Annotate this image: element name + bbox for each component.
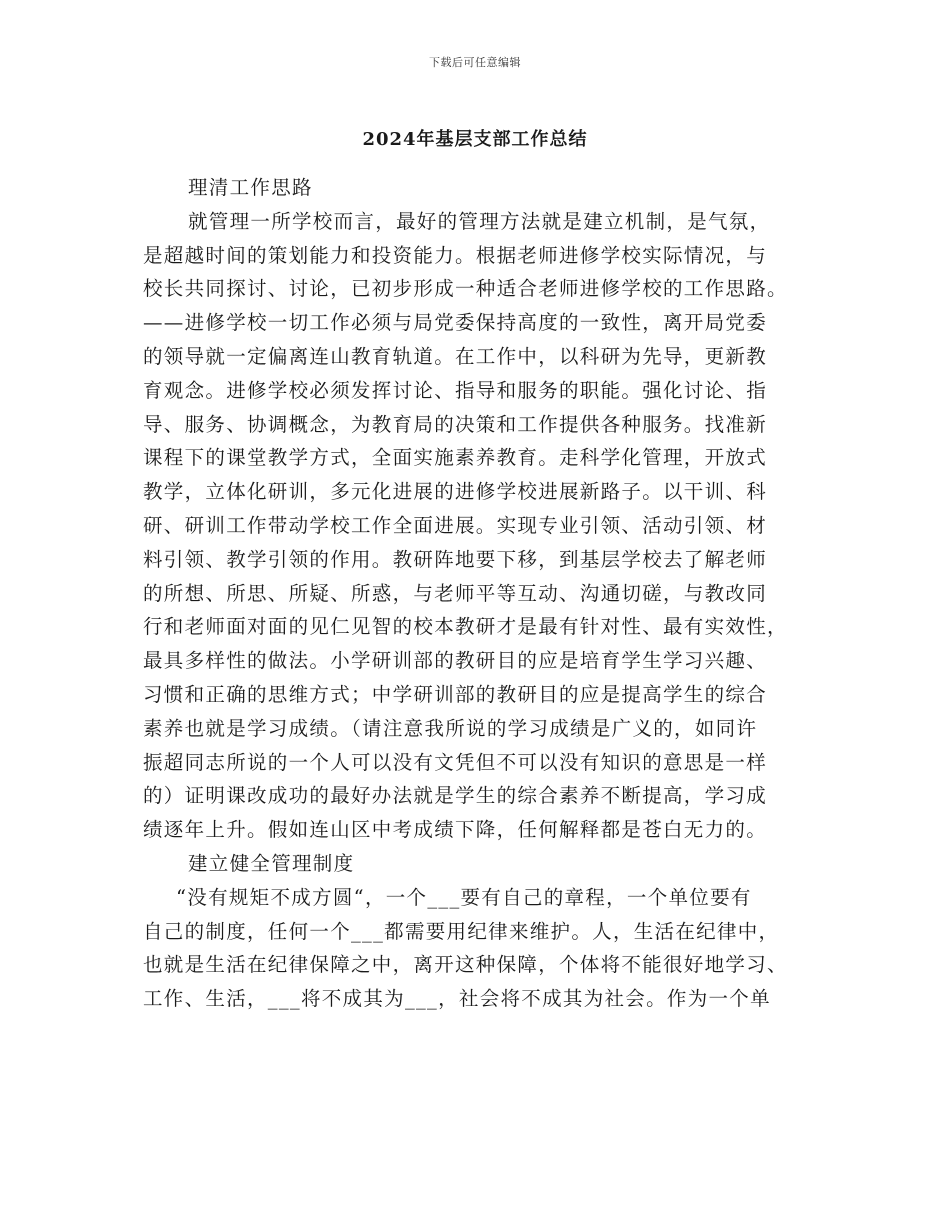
text-line: 也就是生活在纪律保障之中，离开这种保障，个体将不能很好地学习、 <box>143 953 788 977</box>
text-line: 振超同志所说的一个人可以没有文凭但不可以没有知识的意思是一样 <box>143 750 768 774</box>
text-line: 的）证明课改成功的最好办法就是学生的综合素养不断提高，学习成 <box>143 784 768 808</box>
text-line: 研、研训工作带动学校工作全面进展。实现专业引领、活动引领、材 <box>143 513 768 537</box>
text-line: 的领导就一定偏离连山教育轨道。在工作中，以科研为先导，更新教 <box>143 344 768 368</box>
text-line: 是超越时间的策划能力和投资能力。根据老师进修学校实际情况，与 <box>143 243 768 267</box>
section-heading: 理清工作思路 <box>188 176 313 199</box>
text-line: 绩逐年上升。假如连山区中考成绩下降，任何解释都是苍白无力的。 <box>143 818 768 842</box>
text-line: ——进修学校一切工作必须与局党委保持高度的一致性，离开局党委 <box>143 311 768 335</box>
text-line: 最具多样性的做法。小学研训部的教研目的应是培育学生学习兴趣、 <box>143 649 768 673</box>
text-line: 工作、生活，___将不成其为___，社会将不成其为社会。作为一个单 <box>143 987 771 1011</box>
text-line: 课程下的课堂教学方式，全面实施素养教育。走科学化管理，开放式 <box>143 446 768 470</box>
text-line: 就管理一所学校而言，最好的管理方法就是建立机制，是气氛， <box>188 209 771 233</box>
document-title: 2024年基层支部工作总结 <box>362 129 588 150</box>
text-line: 行和老师面对面的见仁见智的校本教研才是最有针对性、最有实效性， <box>143 615 788 639</box>
text-line: 自己的制度，任何一个___都需要用纪律来维护。人，生活在纪律中， <box>143 919 780 943</box>
document-body <box>143 171 823 1016</box>
text-line: 料引领、教学引领的作用。教研阵地要下移，到基层学校去了解老师 <box>143 547 768 571</box>
text-line: 导、服务、协调概念，为教育局的决策和工作提供各种服务。找准新 <box>143 412 768 436</box>
text-line: 习惯和正确的思维方式；中学研训部的教研目的应是提高学生的综合 <box>143 682 768 706</box>
text-line: 教学，立体化研训，多元化进展的进修学校进展新路子。以干训、科 <box>143 480 768 504</box>
text-line: 校长共同探讨、讨论，已初步形成一种适合老师进修学校的工作思路。 <box>143 277 788 301</box>
text-line: 育观念。进修学校必须发挥讨论、指导和服务的职能。强化讨论、指 <box>143 378 768 402</box>
text-line: “没有规矩不成方圆“，一个___要有自己的章程，一个单位要有 <box>176 885 752 909</box>
page-header-note: 下载后可任意编辑 <box>429 56 521 69</box>
text-line: 素养也就是学习成绩。（请注意我所说的学习成绩是广义的，如同许 <box>143 716 758 740</box>
text-line: 的所想、所思、所疑、所惑，与老师平等互动、沟通切磋，与教改同 <box>143 581 768 605</box>
section-heading: 建立健全管理制度 <box>188 851 355 875</box>
